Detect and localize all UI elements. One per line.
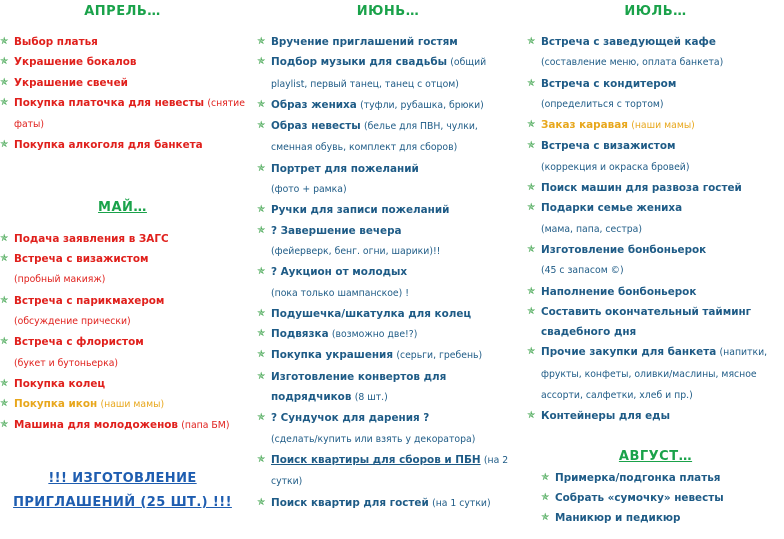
star-icon: ✯ (257, 36, 266, 47)
star-icon: ✯ (527, 119, 536, 131)
star-icon: ✯ (527, 410, 536, 422)
star-icon: ✯ (527, 305, 536, 317)
list-item: ✯ Подвязка (возможно две!?) (257, 324, 519, 345)
star-icon: ✯ (257, 162, 266, 174)
list-item: ✯ Покупка алкоголя для банкета (0, 135, 245, 155)
july-heading: ИЮЛЬ… (624, 4, 687, 19)
star-icon: ✯ (257, 328, 266, 340)
list-item: ✯ Наполнение бонбоньерок (527, 282, 784, 302)
list-item: ✯ Покупка платочка для невесты (снятие фаты) (0, 93, 245, 136)
may-list (0, 229, 245, 437)
list-item: ✯ Подача заявления в ЗАГС (0, 229, 245, 249)
list-item: ✯ Поиск машин для развоза гостей (527, 178, 784, 198)
list-item: ✯ Собрать «сумочку» невесты (541, 488, 784, 508)
star-icon: ✯ (257, 224, 266, 236)
list-item: ✯ Поиск квартиры для сборов и ПБН (на 2 сутки) (257, 450, 519, 493)
list-item: ✯ Выбор платья (0, 32, 245, 52)
star-icon: ✯ (257, 120, 266, 132)
list-item: ✯ Украшение бокалов (0, 52, 245, 72)
june-heading: ИЮНЬ… (356, 4, 420, 19)
list-item: ✯ Покупка икон (наши мамы) (0, 394, 245, 415)
list-item: ✯ Образ жениха (туфли, рубашка, брюки) (257, 95, 519, 116)
star-icon: ✯ (0, 56, 9, 68)
list-item: ✯ Вручение приглашений гостям (257, 32, 519, 52)
star-icon: ✯ (0, 232, 9, 244)
july-list (527, 32, 784, 427)
star-icon: ✯ (0, 377, 9, 389)
star-icon: ✯ (257, 412, 266, 424)
list-item: ✯ Подбор музыки для свадьбы (общий playlist, первый танец, танец с отцом) (257, 52, 519, 95)
list-item: ✯ Покупка колец (0, 374, 245, 394)
list-item: ✯ Поиск квартир для гостей (на 1 сутки) (257, 493, 519, 514)
star-icon: ✯ (257, 56, 266, 68)
list-item: ✯ Изготовление конвертов для подрядчиков (8 шт.) (257, 367, 519, 409)
list-item: ✯ Машина для молодоженов (папа БМ) (0, 415, 245, 436)
invitations-line-1: !!! ИЗГОТОВЛЕНИЕ (48, 470, 197, 486)
column-june (257, 0, 519, 514)
august-list (541, 468, 784, 529)
list-item: ✯ Заказ каравая (наши мамы) (527, 115, 784, 136)
star-icon: ✯ (527, 202, 536, 214)
list-item: ✯ Подушечка/шкатулка для колец (257, 304, 519, 324)
april-list (0, 32, 245, 156)
list-item: ✯ Украшение свечей (0, 73, 245, 93)
list-item: ✯ Встреча с визажистом (коррекция и окраска бровей) (527, 136, 784, 178)
star-icon: ✯ (257, 453, 266, 465)
star-icon: ✯ (0, 336, 9, 348)
list-item: ✯ Ручки для записи пожеланий (257, 200, 519, 220)
star-icon: ✯ (527, 285, 536, 297)
august-heading: АВГУСТ… (618, 448, 693, 464)
star-icon: ✯ (257, 349, 266, 361)
star-icon: ✯ (0, 96, 9, 108)
star-icon: ✯ (541, 471, 550, 483)
list-item: ✯ Встреча с парикмахером (обсуждение прически) (0, 291, 245, 333)
list-item: ✯ Встреча с флористом (букет и бутоньерка) (0, 332, 245, 374)
star-icon: ✯ (257, 266, 266, 278)
list-item: ✯ Встреча с кондитером (определиться с тортом) (527, 74, 784, 116)
star-icon: ✯ (527, 182, 536, 194)
star-icon: ✯ (527, 140, 536, 152)
list-item: ✯ Изготовление бонбоньерок (45 с запасом ©) (527, 240, 784, 282)
star-icon: ✯ (527, 346, 536, 358)
list-item: ✯ Встреча с заведующей кафе (составление меню, оплата банкета) (527, 32, 784, 74)
star-icon: ✯ (541, 491, 550, 503)
star-icon: ✯ (527, 77, 536, 89)
list-item: ✯ Образ невесты (белье для ПВН, чулки, сменная обувь, комплект для сборов) (257, 116, 519, 159)
star-icon: ✯ (527, 243, 536, 255)
list-item: ✯ Портрет для пожеланий (фото + рамка) (257, 159, 519, 201)
star-icon: ✯ (257, 98, 266, 110)
invitations-line-2: ПРИГЛАШЕНИЙ (25 ШТ.) !!! (13, 494, 232, 510)
may-heading: МАЙ… (98, 199, 147, 215)
list-item: ✯ Покупка украшения (серьги, гребень) (257, 345, 519, 366)
list-item: ✯ ? Сундучок для дарения ? (сделать/купить или взять у декоратора) (257, 408, 519, 450)
star-icon: ✯ (257, 204, 266, 216)
star-icon: ✯ (541, 512, 550, 524)
star-icon: ✯ (0, 139, 9, 151)
june-list (257, 32, 519, 514)
column-april-may (0, 0, 245, 515)
list-item: ✯ ? Завершение вечера (фейерверк, бенг. огни, шарики)!! (257, 221, 519, 263)
list-item: ✯ Контейнеры для еды (527, 406, 784, 426)
list-item: ✯ Подарки семье жениха (мама, папа, сестра) (527, 198, 784, 240)
column-july-august (527, 0, 784, 529)
invitations-notice (0, 467, 245, 515)
april-heading: АПРЕЛЬ… (84, 4, 161, 19)
star-icon: ✯ (0, 294, 9, 306)
star-icon: ✯ (527, 36, 536, 47)
list-item: ✯ Прочие закупки для банкета (напитки, фрукты, конфеты, оливки/маслины, мясное ассорти, салфетки, хлеб и пр.) (527, 342, 784, 406)
star-icon: ✯ (257, 370, 266, 382)
star-icon: ✯ (0, 253, 9, 265)
star-icon: ✯ (0, 76, 9, 88)
star-icon: ✯ (257, 496, 266, 508)
list-item: ✯ Встреча с визажистом (пробный макияж) (0, 249, 245, 291)
list-item: ✯ ? Аукцион от молодых (пока только шампанское) ! (257, 262, 519, 304)
list-item: ✯ Маникюр и педикюр (541, 508, 784, 528)
star-icon: ✯ (0, 398, 9, 410)
list-item: ✯ Составить окончательный тайминг свадебного дня (527, 302, 784, 343)
star-icon: ✯ (257, 307, 266, 319)
star-icon: ✯ (0, 419, 9, 431)
star-icon: ✯ (0, 36, 9, 47)
list-item: ✯ Примерка/подгонка платья (541, 468, 784, 488)
